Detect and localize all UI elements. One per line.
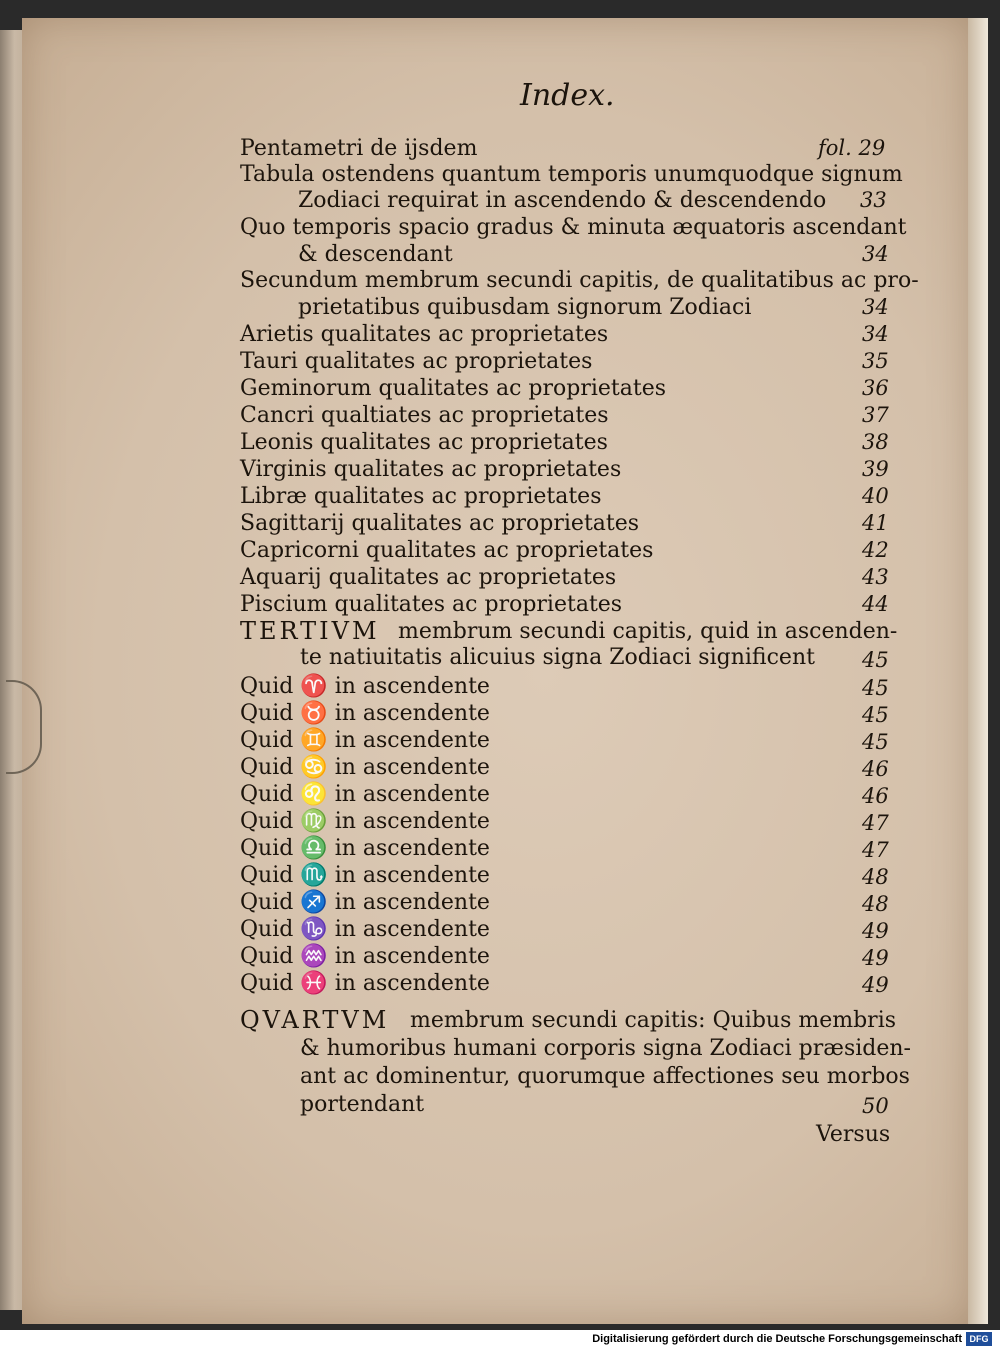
book-clasp [6,680,42,774]
section-heading: QVARTVM [240,1006,390,1034]
index-entry: Quid ♊ in ascendente [240,728,490,753]
folio-number: 46 [862,784,889,808]
index-entry: Sagittarij qualitates ac proprietates [240,511,640,536]
index-entry: & humoribus humani corporis signa Zodiaci præsiden- [300,1036,911,1061]
index-entry: ant ac dominentur, quorumque affectiones seu morbos [300,1064,910,1089]
index-entry: Quid ♎ in ascendente [240,836,490,861]
folio-number: 37 [862,403,889,427]
folio-number: 47 [862,838,889,862]
folio-number: 34 [862,295,889,319]
folio-number: 40 [862,484,889,508]
index-entry: Secundum membrum secundi capitis, de qualitatibus ac pro- [240,268,919,293]
folio-number: 45 [862,648,889,672]
folio-number: fol. 29 [818,136,886,160]
index-entry: Arietis qualitates ac proprietates [240,322,609,347]
index-entry: Quid ♋ in ascendente [240,755,490,780]
folio-number: 39 [862,457,889,481]
folio-number: 36 [862,376,889,400]
index-entry: Quid ♓ in ascendente [240,971,490,996]
index-entry: & descendant [298,242,453,267]
index-entry: Quid ♌ in ascendente [240,782,490,807]
folio-number: 41 [862,511,889,535]
section-heading: TERTIVM [240,617,380,645]
folio-number: 48 [862,865,889,889]
folio-number: 44 [862,592,889,616]
index-entry: Virginis qualitates ac proprietates [240,457,622,482]
index-entry: membrum secundi capitis, quid in ascenden- [398,619,898,644]
index-entry: Quid ♏ in ascendente [240,863,490,888]
index-entry: Quid ♐ in ascendente [240,890,490,915]
folio-number: 34 [862,242,889,266]
index-entry: portendant [300,1092,425,1117]
index-entry: Geminorum qualitates ac proprietates [240,376,667,401]
index-entry: Leonis qualitates ac proprietates [240,430,608,455]
index-entry: Quid ♍ in ascendente [240,809,490,834]
folio-number: 42 [862,538,889,562]
index-entry: te natiuitatis alicuius signa Zodiaci significent [300,645,815,670]
digitization-credit: Digitalisierung gefördert durch die Deutsche Forschungsgemeinschaft [592,1333,962,1345]
index-entry: Quid ♉ in ascendente [240,701,490,726]
running-header: Index. [520,78,615,113]
index-entry: prietatibus quibusdam signorum Zodiaci [298,295,752,320]
index-entry: Quid ♈ in ascendente [240,674,490,699]
index-entry: Cancri qualtiates ac proprietates [240,403,609,428]
folio-number: 47 [862,811,889,835]
index-entry: membrum secundi capitis: Quibus membris [410,1008,897,1033]
index-entry: Tauri qualitates ac proprietates [240,349,593,374]
index-entry: Quo temporis spacio gradus & minuta æquatoris ascendant [240,215,907,240]
dfg-logo: DFG [966,1332,992,1346]
page-edge [968,18,988,1324]
folio-number: 45 [862,730,889,754]
folio-number: 50 [862,1094,889,1118]
folio-number: 38 [862,430,889,454]
folio-number: 49 [862,973,889,997]
index-entry: Quid ♑ in ascendente [240,917,490,942]
folio-number: 45 [862,676,889,700]
folio-number: 45 [862,703,889,727]
index-entry: Pentametri de ijsdem [240,136,478,161]
index-entry: Tabula ostendens quantum temporis unumquodque signum [240,162,903,187]
folio-number: 49 [862,946,889,970]
folio-number: 43 [862,565,889,589]
index-entry: Zodiaci requirat in ascendendo & descendendo [298,188,827,213]
index-entry: Quid ♒ in ascendente [240,944,490,969]
index-entry: Libræ qualitates ac proprietates [240,484,602,509]
folio-number: 46 [862,757,889,781]
folio-number: 49 [862,919,889,943]
catchword: Versus [816,1122,891,1147]
folio-number: 48 [862,892,889,916]
folio-number: 35 [862,349,889,373]
index-entry: Aquarij qualitates ac proprietates [240,565,617,590]
folio-number: 33 [860,188,887,212]
index-entry: Piscium qualitates ac proprietates [240,592,623,617]
index-entry: Capricorni qualitates ac proprietates [240,538,654,563]
folio-number: 34 [862,322,889,346]
